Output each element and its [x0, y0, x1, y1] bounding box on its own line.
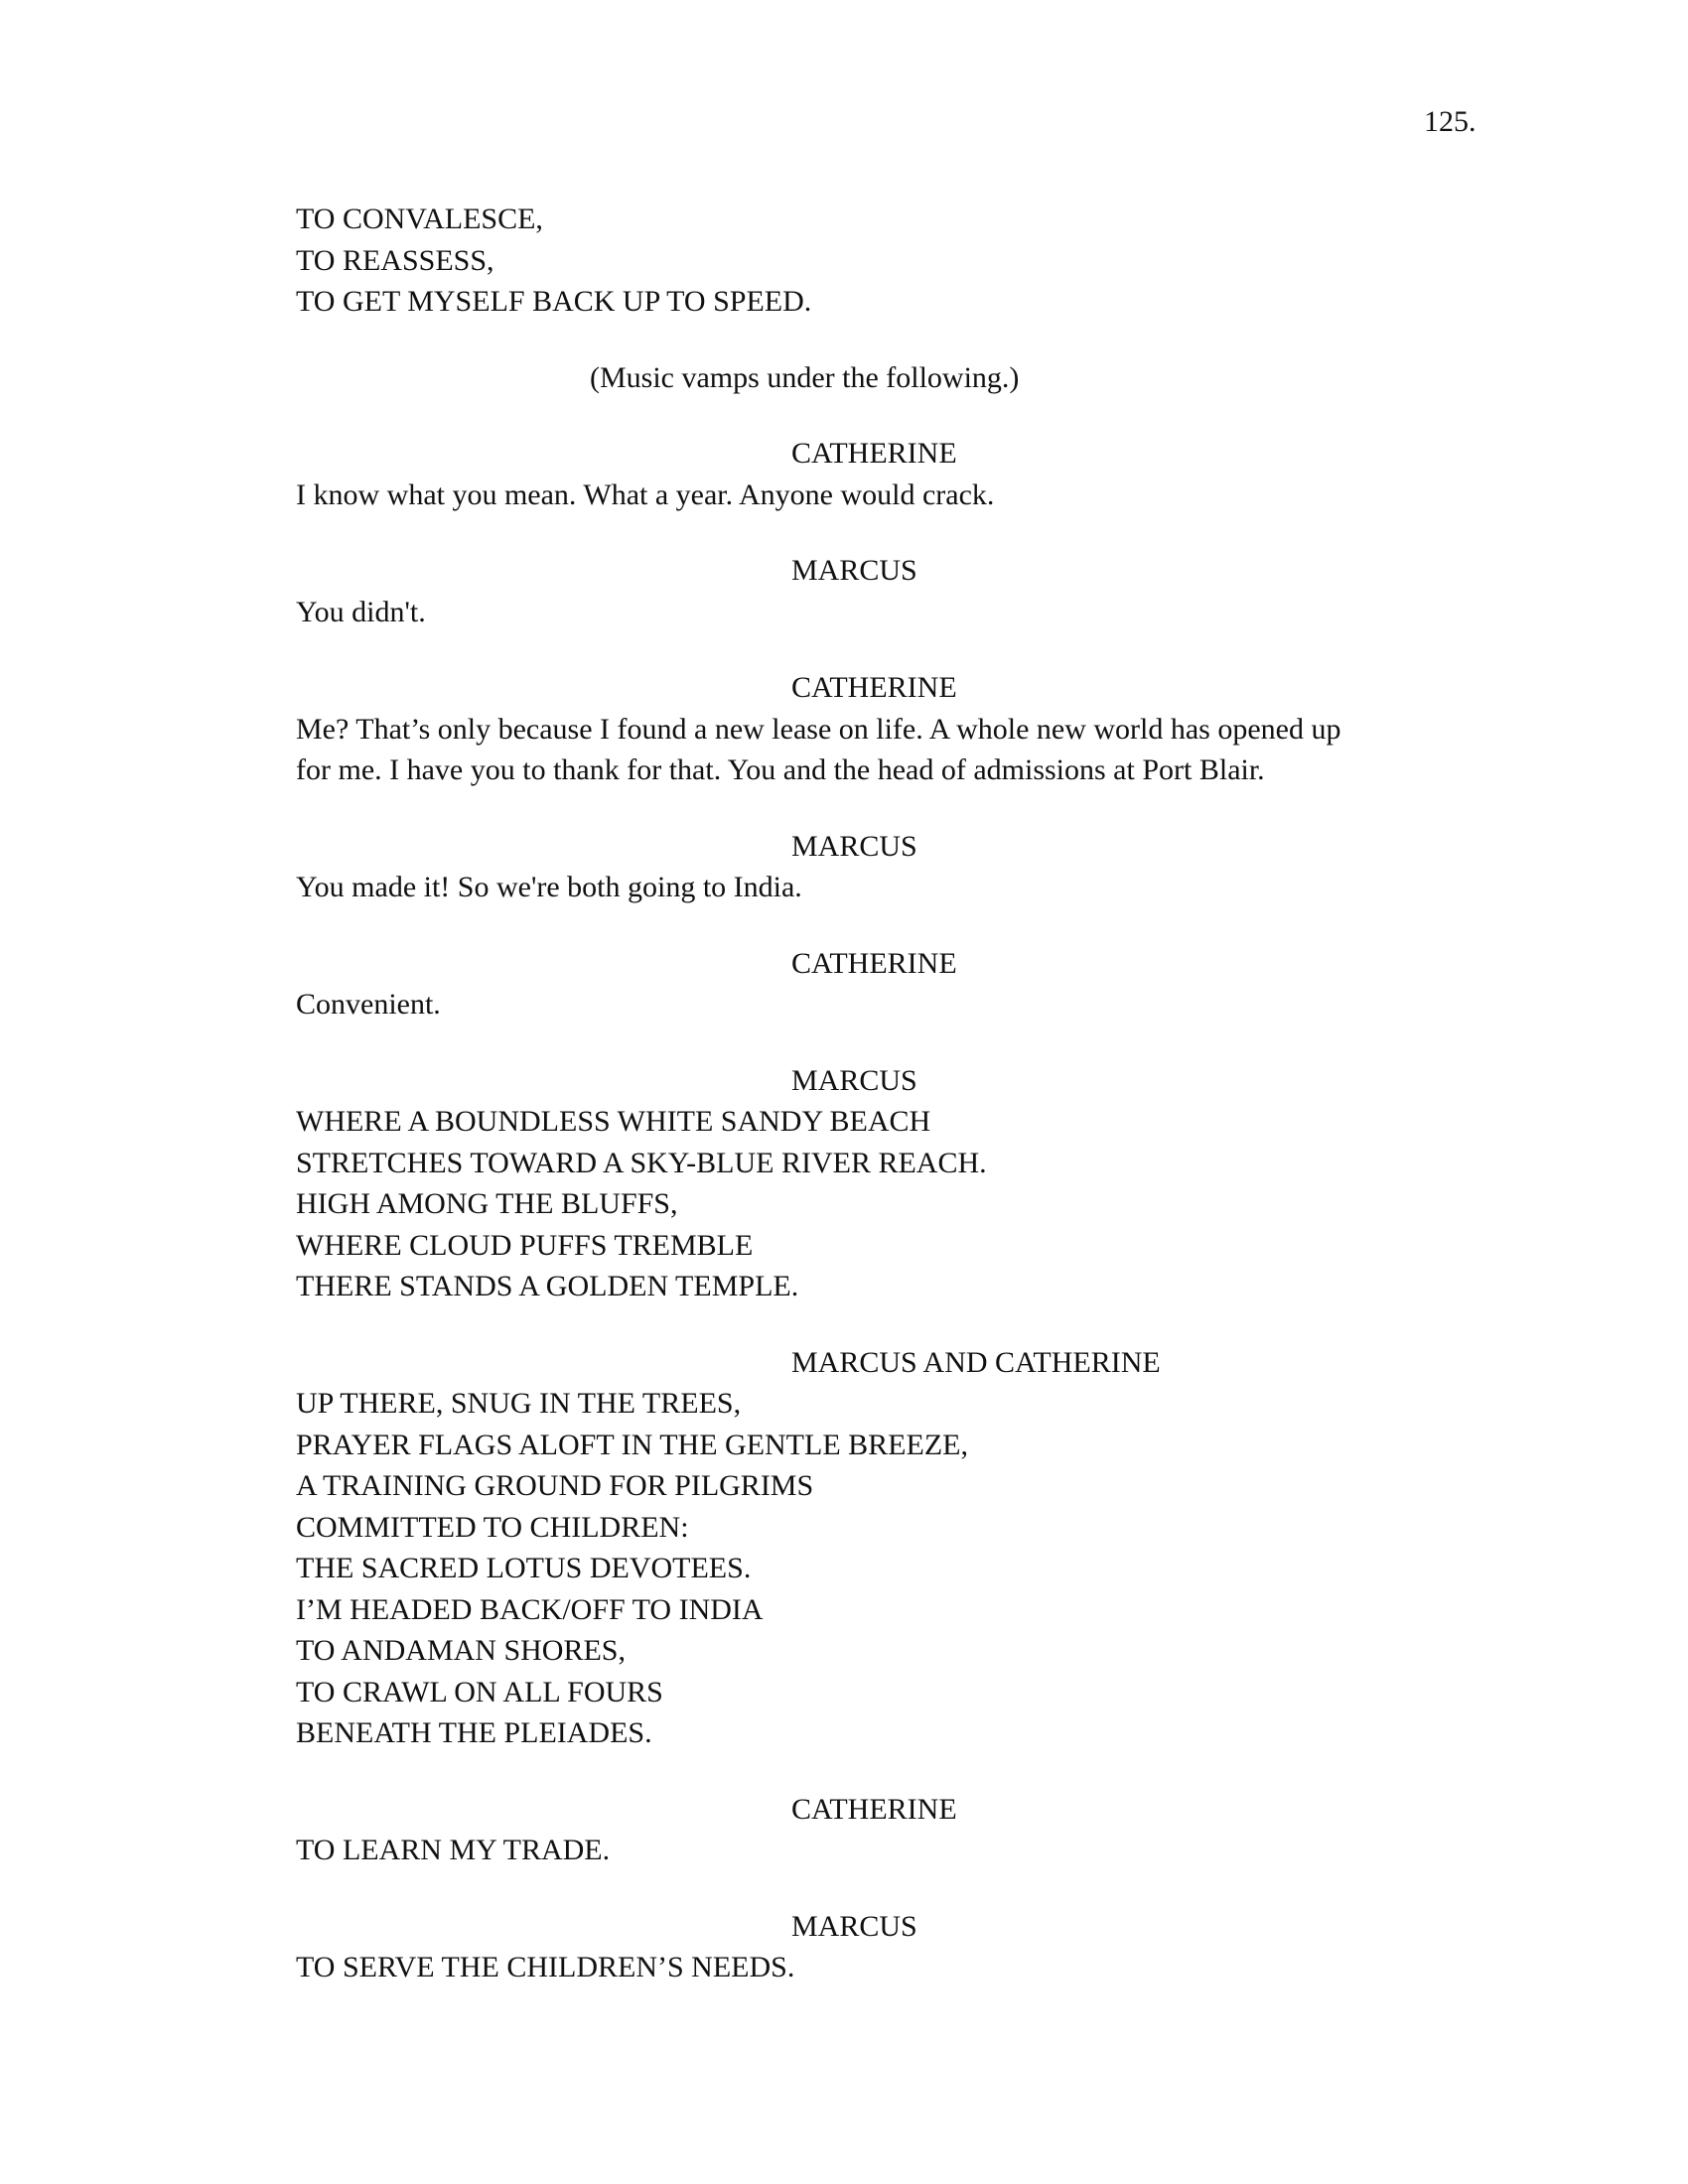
dialogue-block [296, 826, 1477, 908]
character-name: CATHERINE [791, 1792, 957, 1826]
dialogue-line: You made it! So we're both going to India. [296, 871, 802, 903]
stage-direction: (Music vamps under the following.) [590, 360, 1020, 394]
lyric-block [296, 199, 1477, 323]
character-name: CATHERINE [791, 946, 957, 980]
lyric-line: THE SACRED LOTUS DEVOTEES. [296, 1552, 752, 1584]
dialogue-line: Convenient. [296, 988, 441, 1021]
lyric-line: TO SERVE THE CHILDREN’S NEEDS. [296, 1951, 795, 1983]
lyric-line: TO LEARN MY TRADE. [296, 1834, 611, 1866]
dialogue-line: You didn't. [296, 595, 426, 628]
lyric-line: THERE STANDS A GOLDEN TEMPLE. [296, 1270, 799, 1302]
page-number: 125. [1424, 105, 1477, 138]
dialogue-block [296, 550, 1477, 632]
lyric-line: PRAYER FLAGS ALOFT IN THE GENTLE BREEZE, [296, 1428, 968, 1461]
lyric-line: UP THERE, SNUG IN THE TREES, [296, 1387, 742, 1420]
lyric-line: A TRAINING GROUND FOR PILGRIMS [296, 1469, 814, 1502]
lyric-line: I’M HEADED BACK/OFF TO INDIA [296, 1592, 764, 1626]
lyric-line: BENEATH THE PLEIADES. [296, 1716, 652, 1749]
lyric-block [296, 1060, 1477, 1307]
dialogue-line: I know what you mean. What a year. Anyone would crack. [296, 478, 995, 511]
lyric-line: TO CONVALESCE, [296, 203, 543, 235]
character-name: CATHERINE [791, 437, 957, 470]
character-name: MARCUS AND CATHERINE [791, 1345, 1161, 1379]
lyric-block [296, 1906, 1477, 1988]
script-body [296, 199, 1477, 1988]
lyric-line: HIGH AMONG THE BLUFFS, [296, 1187, 678, 1220]
dialogue-line: for me. I have you to thank for that. You and the head of admissions at Port Blair. [296, 753, 1265, 786]
lyric-line: WHERE A BOUNDLESS WHITE SANDY BEACH [296, 1105, 931, 1138]
lyric-line: COMMITTED TO CHILDREN: [296, 1510, 689, 1544]
dialogue-block [296, 943, 1477, 1025]
dialogue-block [296, 433, 1477, 515]
lyric-line: TO CRAWL ON ALL FOURS [296, 1675, 663, 1708]
lyric-line: STRETCHES TOWARD A SKY-BLUE RIVER REACH. [296, 1146, 987, 1179]
character-name: CATHERINE [791, 671, 957, 704]
character-name: MARCUS [791, 554, 917, 587]
lyric-line: TO ANDAMAN SHORES, [296, 1634, 626, 1667]
lyric-line: TO REASSESS, [296, 243, 494, 277]
character-name: MARCUS [791, 829, 917, 863]
lyric-block [296, 1342, 1477, 1754]
lyric-block [296, 1789, 1477, 1871]
character-name: MARCUS [791, 1063, 917, 1097]
character-name: MARCUS [791, 1909, 917, 1943]
lyric-line: TO GET MYSELF BACK UP TO SPEED. [296, 285, 812, 318]
dialogue-line: Me? That’s only because I found a new lease on life. A whole new world has opened up [296, 712, 1341, 746]
lyric-line: WHERE CLOUD PUFFS TREMBLE [296, 1228, 754, 1262]
dialogue-block [296, 667, 1477, 791]
